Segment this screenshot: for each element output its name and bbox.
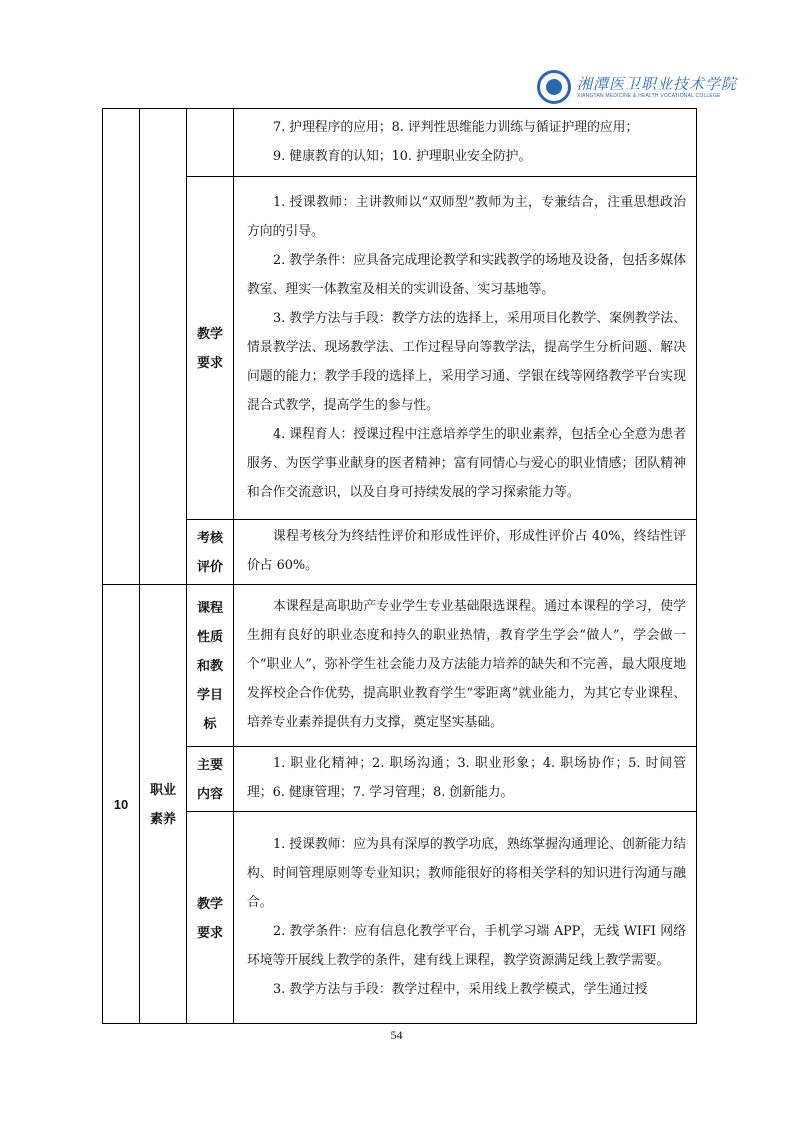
assessment-text: 课程考核分为终结性评价和形成性评价，形成性评价占 40%，终结性评价占 60%。 <box>247 529 686 573</box>
row9-requirements-cell <box>234 177 697 520</box>
row10-category: 职业素养 <box>140 585 187 1024</box>
row9-req-label: 教学要求 <box>187 177 234 520</box>
row9-content-label-cell <box>187 109 234 177</box>
logo-english-name: XIANGTAN MEDICINE & HEALTH VOCATIONAL COLLEGE <box>577 92 721 99</box>
requirement-paragraph: 1. 授课教师：主讲教师以“双师型”教师为主，专兼结合，注重思想政治方向的引导。 <box>247 194 686 239</box>
content-line: 9. 健康教育的认知；10. 护理职业安全防护。 <box>273 148 532 164</box>
row9-category-cell <box>140 109 187 585</box>
row10-goal-label: 课程性质和教学目标 <box>187 585 234 747</box>
row10-req-label: 教学要求 <box>187 812 234 1024</box>
row9-number-cell <box>103 109 140 585</box>
requirement-paragraph: 3. 教学方法与手段：教学方法的选择上，采用项目化教学、案例教学法、情景教学法、现场教学法、工作过程导向等教学法，提高学生分析问题、解决问题的能力；教学手段的选择上，采用学习通、学银在线等网络教学平台实现混合式教学，提高学生的参与性。 <box>247 310 686 413</box>
page-header <box>0 0 793 110</box>
content-line: 7. 护理程序的应用；8. 评判性思维能力训练与循证护理的应用； <box>273 119 639 135</box>
row10-number: 10 <box>103 585 140 1024</box>
goal-text: 本课程是高职助产专业学生专业基础限选课程。通过本课程的学习，使学生拥有良好的职业态度和持久的职业热情，教育学生学会“做人”，学会做一个“职业人”，弥补学生社会能力及方法能力培养的缺失和不完善，最大限度地发挥校企合作优势，提高职业教育学生“零距离”就业能力，为其它专业课程、培养专业素养提供有力支撑，奠定坚实基础。 <box>247 599 686 730</box>
requirement-paragraph: 2. 教学条件：应具备完成理论教学和实践教学的场地及设备，包括多媒体教室、理实一体教室及相关的实训设备、实习基地等。 <box>247 252 686 297</box>
page-number: 54 <box>390 1028 403 1042</box>
row10-goal-cell <box>234 585 697 747</box>
row9-content-cell <box>234 109 697 177</box>
content-text: 1. 职业化精神；2. 职场沟通；3. 职业形象；4. 职场协作；5. 时间管理；6. 健康管理；7. 学习管理；8. 创新能力。 <box>247 756 686 800</box>
requirement-paragraph: 3. 教学方法与手段：教学过程中，采用线上教学模式，学生通过授 <box>273 981 648 997</box>
row10-content-label: 主要内容 <box>187 747 234 812</box>
course-table <box>102 108 697 1024</box>
requirement-paragraph: 4. 课程育人：授课过程中注意培养学生的职业素养，包括全心全意为患者服务、为医学事业献身的医者精神；富有同情心与爱心的职业情感；团队精神和合作交流意识，以及自身可持续发展的学习探索能力等。 <box>247 426 686 500</box>
row9-assess-label: 考核评价 <box>187 520 234 585</box>
logo-chinese-name: 湘潭医卫职业技术学院 <box>577 74 738 93</box>
college-emblem-icon <box>537 70 571 104</box>
requirement-paragraph: 1. 授课教师：应为具有深厚的教学功底，熟练掌握沟通理论、创新能力结构、时间管理原则等专业知识；教师能很好的将相关学科的知识进行沟通与融合。 <box>247 836 686 910</box>
requirement-paragraph: 2. 教学条件：应有信息化教学平台，手机学习端 APP，无线 WIFI 网络环境等开展线上教学的条件，建有线上课程，教学资源满足线上教学需要。 <box>247 923 686 968</box>
row9-assessment-cell <box>234 520 697 585</box>
college-logo <box>537 70 737 104</box>
row10-content-cell <box>234 747 697 812</box>
row10-requirements-cell <box>234 812 697 1024</box>
